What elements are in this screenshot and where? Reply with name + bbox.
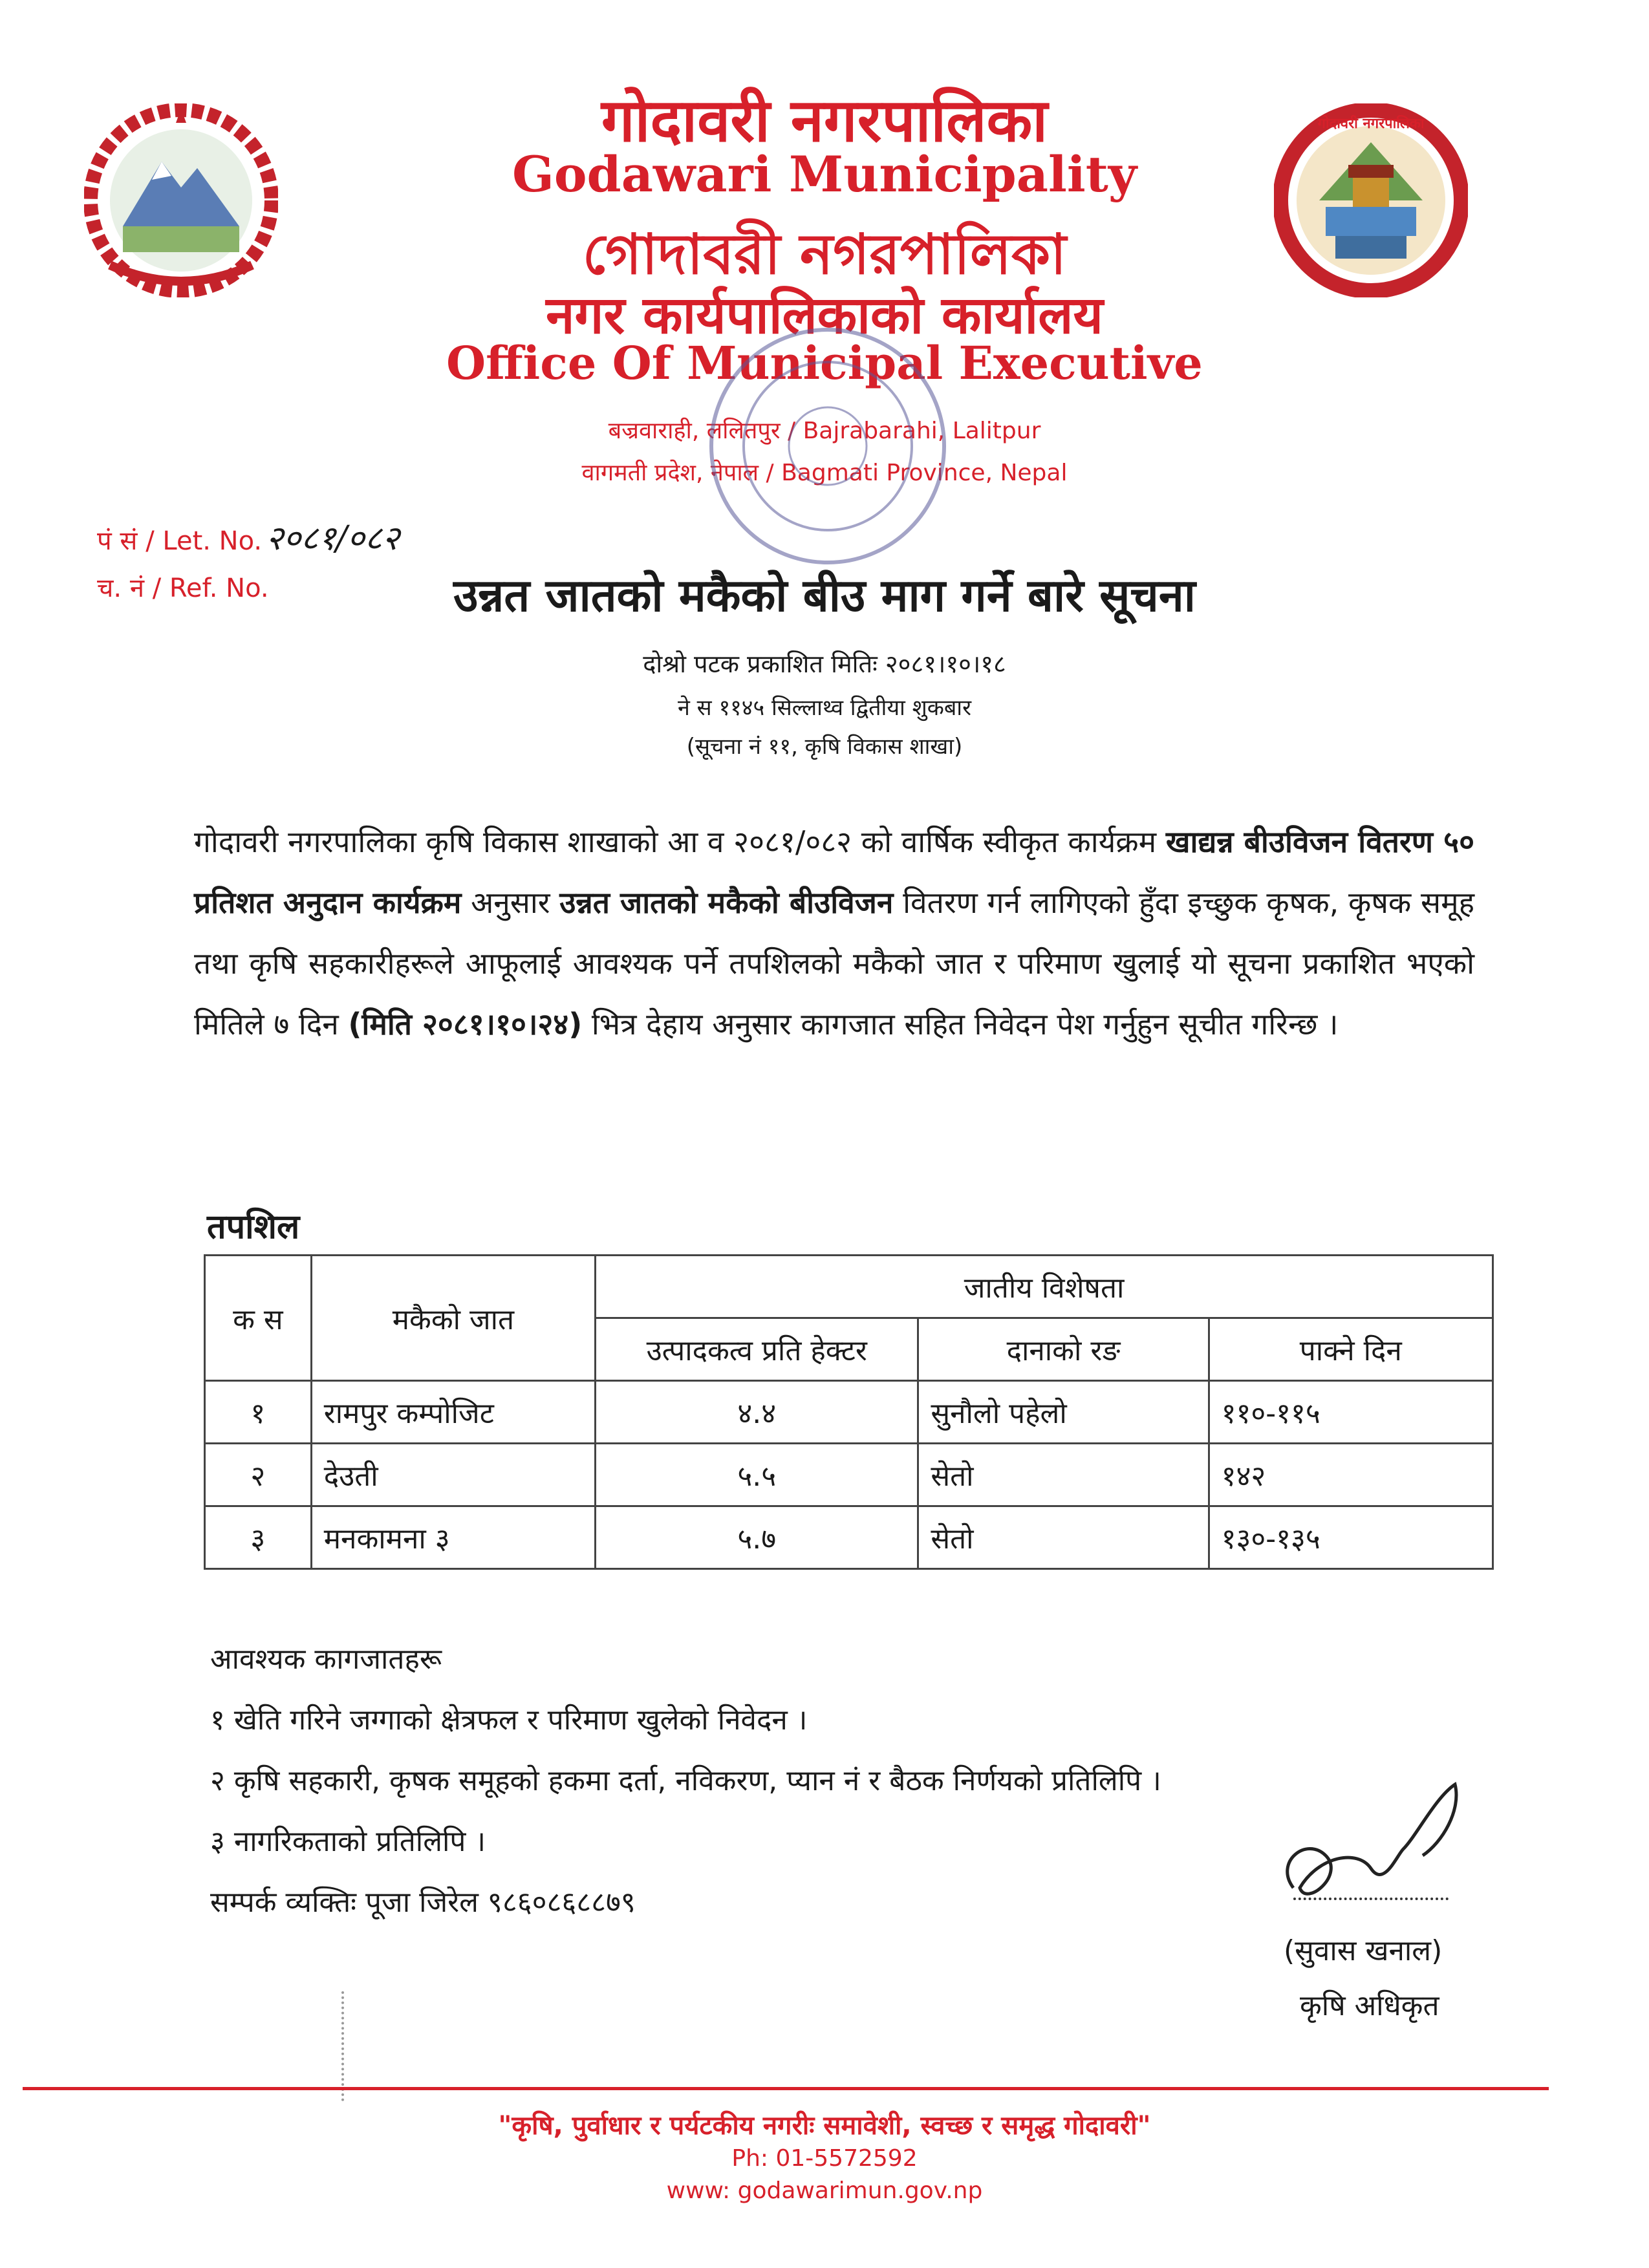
cell-sn: ३	[205, 1506, 312, 1569]
cell-grain-color: सेतो	[918, 1506, 1209, 1569]
letter-number-label: पं सं / Let. No.	[97, 526, 263, 556]
header-office-en: Office Of Municipal Executive	[446, 336, 1203, 390]
footer-phone: Ph: 01-5572592	[731, 2145, 918, 2172]
body-text-4: भित्र देहाय अनुसार कागजात सहित निवेदन पेश गर्नुहुन सूचीत गरिन्छ ।	[582, 1007, 1339, 1042]
document-item: १ खेति गरिने जग्गाको क्षेत्रफल र परिमाण खुलेको निवेदन ।	[210, 1704, 808, 1737]
cell-productivity: ४.४	[596, 1381, 918, 1444]
contact-person: सम्पर्क व्यक्तिः पूजा जिरेल ९८६०८६८८७९	[210, 1886, 636, 1919]
table-row	[205, 1506, 1493, 1569]
letter-number	[97, 514, 400, 560]
col-header-maturity: पाक्ने दिन	[1209, 1318, 1493, 1381]
seed-variety-table	[204, 1254, 1494, 1570]
right-emblem-text: गोदावरी नगरपालिका	[1317, 116, 1425, 132]
body-text-2: अनुसार	[461, 885, 560, 920]
office-stamp-icon	[698, 317, 957, 575]
body-bold-program: खाद्यन्न बीउविजन वितरण ५० प्रतिशत अनुदान कार्यक्रम	[194, 824, 1474, 920]
table-row	[205, 1444, 1493, 1506]
header-address-2: वागमती प्रदेश, नेपाल / Bagmati Province, Nepal	[581, 460, 1068, 486]
publication-nepal-samvat: ने स ११४५ सिल्लाथ्व द्वितीया शुकबार	[677, 695, 972, 721]
publication-date: दोश्रो पटक प्रकाशित मितिः २०८१।१०।१८	[643, 650, 1006, 678]
header-name-script: গোদাবরী নগরপালিকা	[582, 222, 1067, 287]
letter-number-value: २०८१/०८२	[266, 519, 400, 558]
notice-body	[194, 811, 1474, 1054]
signatory-name: (सुवास खनाल)	[1284, 1934, 1443, 1967]
footer-website: www: godawarimun.gov.np	[666, 2177, 983, 2204]
signature-line	[1293, 1898, 1449, 1900]
signature-mark-icon	[1267, 1759, 1474, 1920]
cell-sn: २	[205, 1444, 312, 1506]
cell-sn: १	[205, 1381, 312, 1444]
header-name-en: Godawari Municipality	[512, 145, 1137, 203]
table-row	[205, 1381, 1493, 1444]
margin-mark	[341, 1991, 344, 2101]
cell-variety: मनकामना ३	[311, 1506, 595, 1569]
body-text-3: वितरण गर्न लागिएको हुँदा इच्छुक कृषक, कृषक समूह तथा कृषि सहकारीहरूले आफूलाई आवश्यक पर्ने तपशिलको मकैको जात र परिमाण खुलाई यो सूचना प्रकाशित भएको मितिले ७ दिन	[194, 885, 1474, 1042]
notice-title: उन्नत जातको मकैको बीउ माग गर्ने बारे सूचना	[453, 569, 1196, 622]
cell-grain-color: सेतो	[918, 1444, 1209, 1506]
cell-productivity: ५.५	[596, 1444, 918, 1506]
publication-notice-number: (सूचना नं ११, कृषि विकास शाखा)	[686, 734, 963, 760]
body-bold-deadline: (मिति २०८१।१०।२४)	[348, 1007, 583, 1042]
signatory-designation: कृषि अधिकृत	[1300, 1989, 1439, 2022]
reference-number-label: च. नं / Ref. No.	[97, 573, 269, 603]
cell-grain-color: सुनौलो पहेलो	[918, 1381, 1209, 1444]
header-name-np: गोदावरी नगरपालिका	[601, 86, 1048, 155]
documents-heading: आवश्यक कागजातहरू	[210, 1643, 442, 1676]
footer-divider	[23, 2087, 1549, 2090]
col-header-variety: मकैको जात	[311, 1256, 595, 1381]
cell-maturity: १४२	[1209, 1444, 1493, 1506]
col-header-sn: क स	[205, 1256, 312, 1381]
required-documents	[210, 1629, 1161, 1933]
document-item: २ कृषि सहकारी, कृषक समूहको हकमा दर्ता, नविकरण, प्यान नं र बैठक निर्णयको प्रतिलिपि ।	[210, 1764, 1161, 1797]
cell-variety: रामपुर कम्पोजिट	[311, 1381, 595, 1444]
header-address-1: बज्रवाराही, ललितपुर / Bajrabarahi, Lalitpur	[608, 418, 1041, 444]
col-header-productivity: उत्पादकत्व प्रति हेक्टर	[596, 1318, 918, 1381]
body-text-1: गोदावरी नगरपालिका कृषि विकास शाखाको आ व २०८१/०८२ को वार्षिक स्वीकृत कार्यक्रम	[194, 824, 1166, 859]
table-heading: तपशिल	[207, 1208, 300, 1246]
col-header-grain-color: दानाको रङ	[918, 1318, 1209, 1381]
header-office-np: नगर कार्यपालिकाको कार्यालय	[546, 285, 1103, 345]
footer-slogan: "कृषि, पुर्वाधार र पर्यटकीय नगरीः समावेशी, स्वच्छ र समृद्ध गोदावरी"	[498, 2111, 1151, 2141]
col-header-group: जातीय विशेषता	[596, 1256, 1493, 1318]
body-bold-seed: उन्नत जातको मकैको बीउविजन	[559, 885, 894, 920]
cell-productivity: ५.७	[596, 1506, 918, 1569]
document-item: ३ नागरिकताको प्रतिलिपि ।	[210, 1825, 486, 1858]
cell-maturity: १३०-१३५	[1209, 1506, 1493, 1569]
cell-maturity: ११०-११५	[1209, 1381, 1493, 1444]
cell-variety: देउती	[311, 1444, 595, 1506]
